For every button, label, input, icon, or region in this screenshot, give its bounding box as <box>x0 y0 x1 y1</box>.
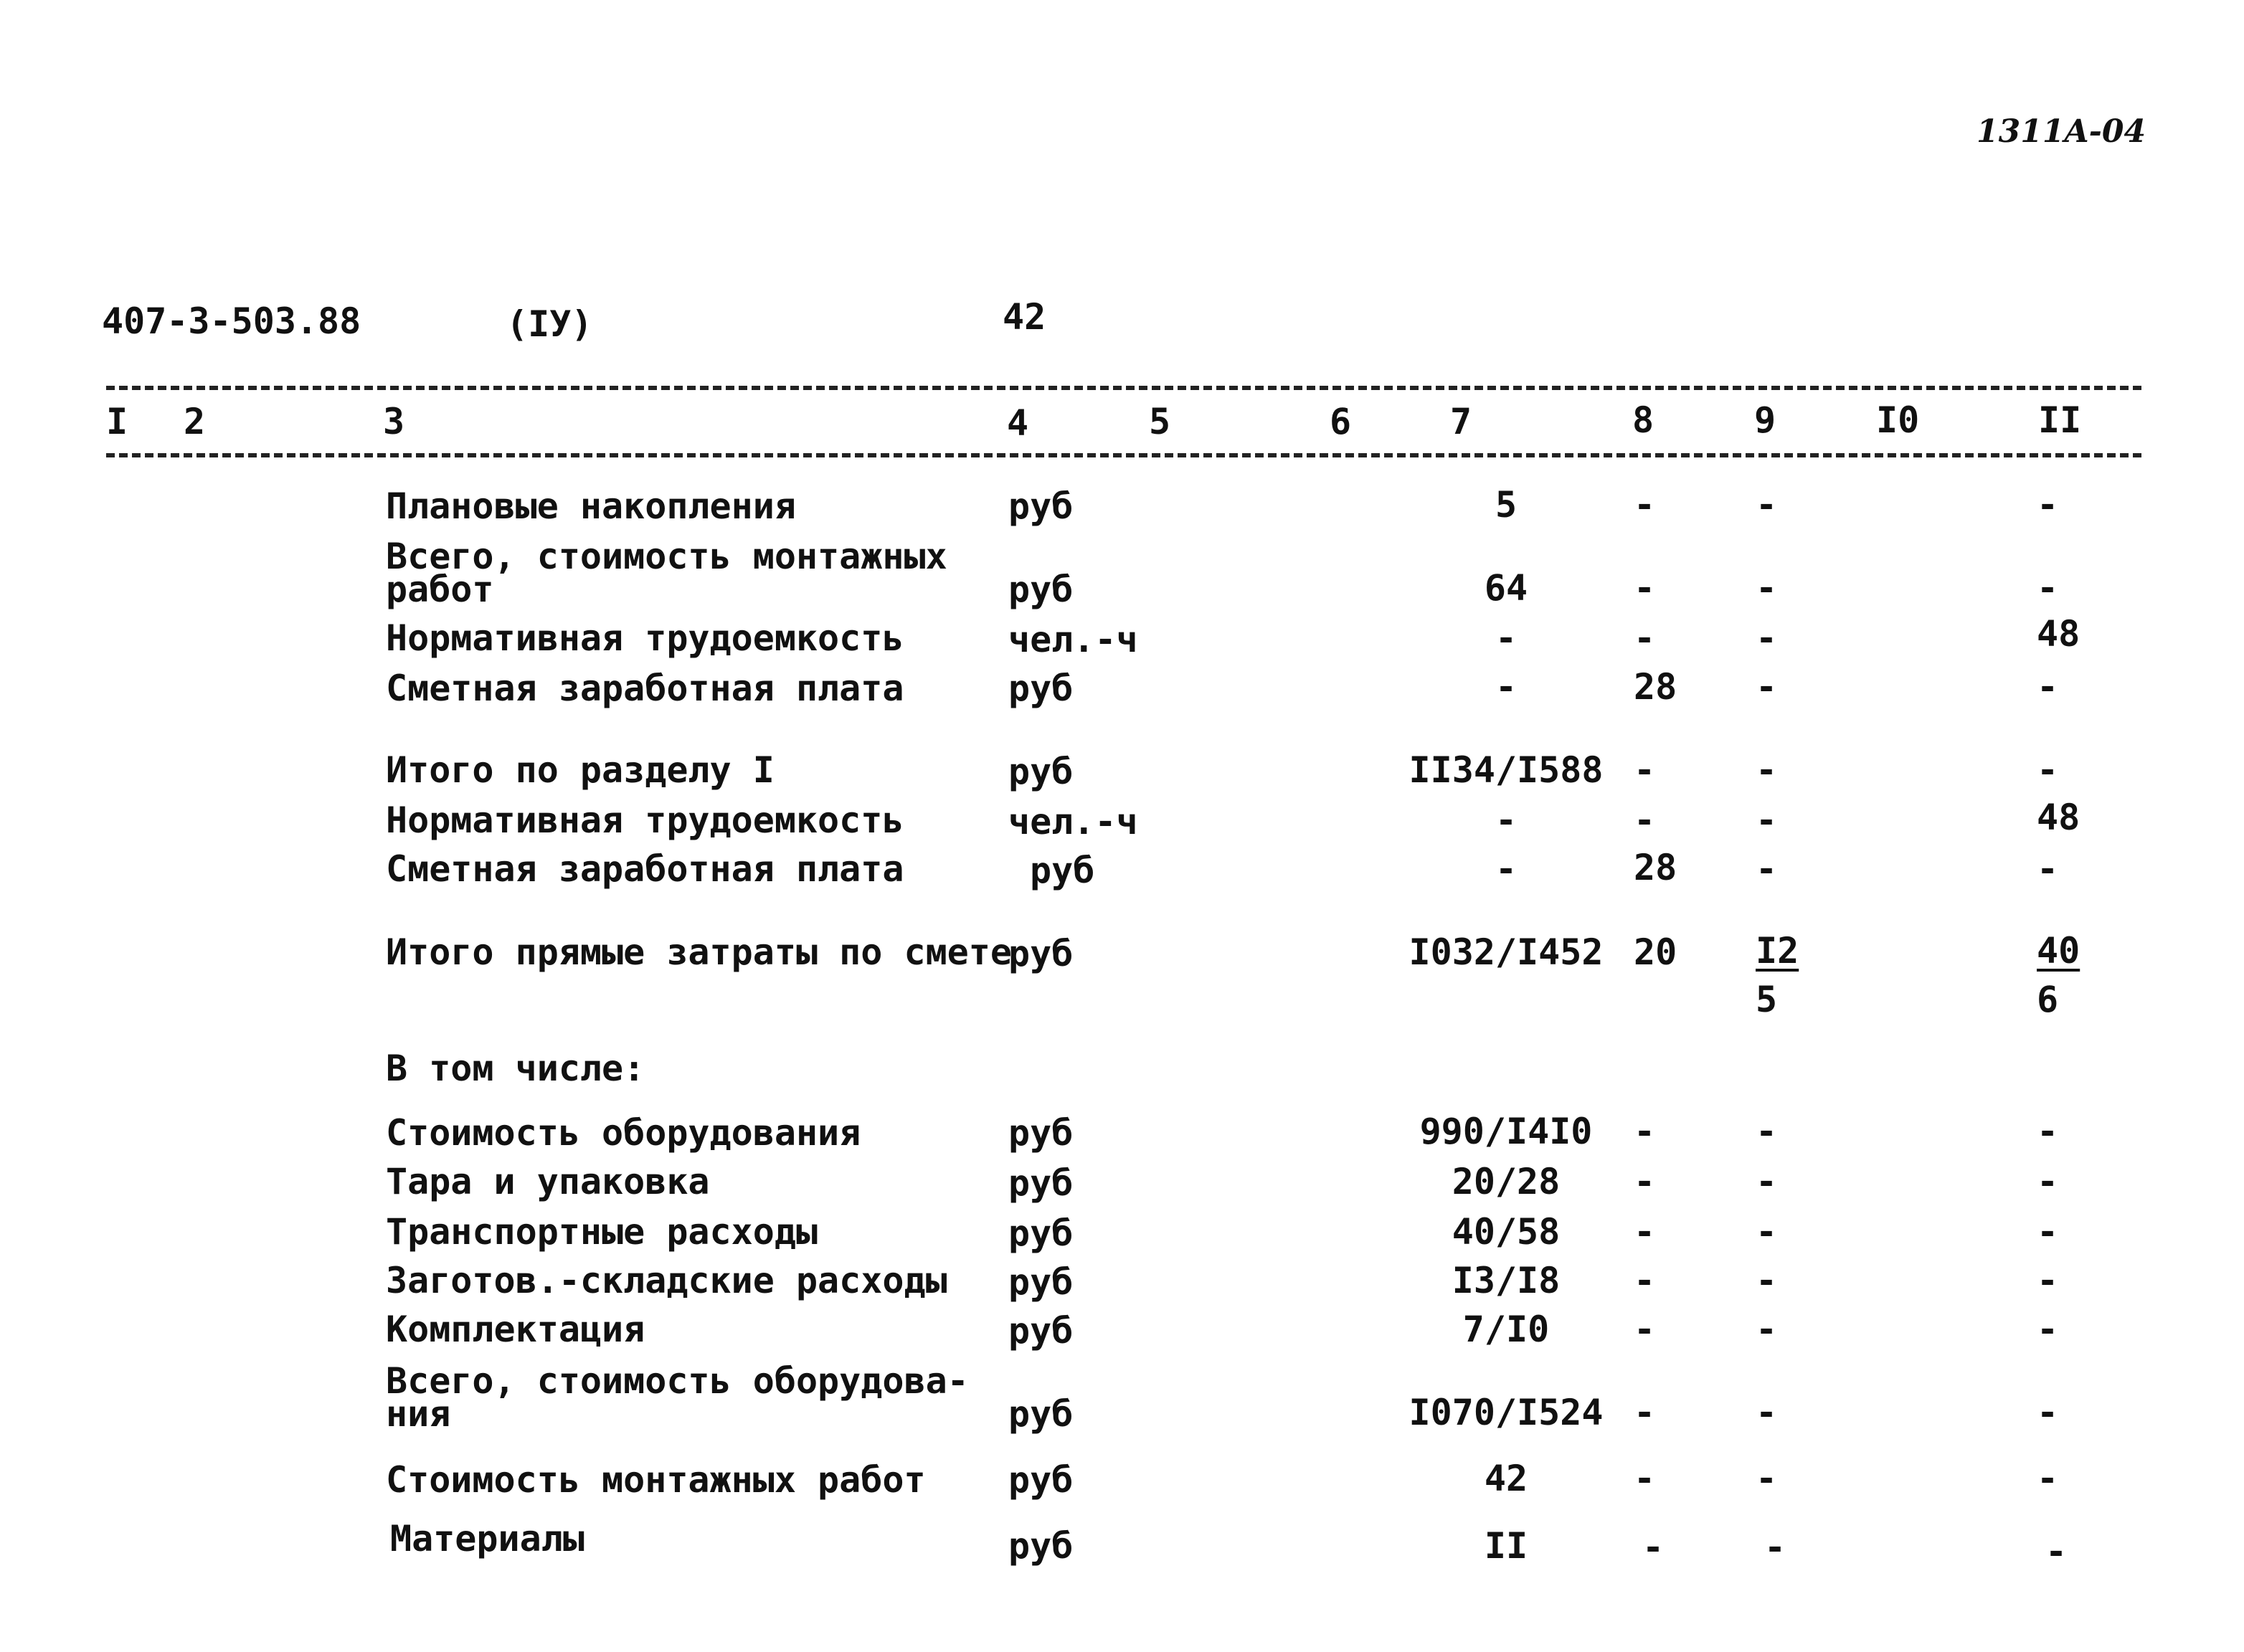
row-unit: руб <box>1008 1310 1074 1352</box>
section-label: В том числе: <box>386 1048 645 1089</box>
row-col8-value: 28 <box>1634 847 1677 888</box>
row-col11-value: 48 <box>2037 613 2080 655</box>
row-cost-value: 42 <box>1484 1458 1528 1499</box>
row-col11-value: - <box>2037 1161 2059 1202</box>
row-cost-value: I070/I524 <box>1409 1392 1604 1433</box>
row-item-name: Комплектация <box>386 1309 645 1350</box>
row-unit: руб <box>1008 668 1074 709</box>
row-col8-value: - <box>1642 1527 1665 1568</box>
column-number: 9 <box>1754 399 1776 441</box>
row-col11-denominator: 6 <box>2037 979 2059 1020</box>
row-col9-value: - <box>1756 749 1778 791</box>
row-col8-value: - <box>1634 1309 1656 1350</box>
row-cost-value: I032/I452 <box>1409 931 1604 973</box>
row-cost-value: 5 <box>1495 484 1518 526</box>
row-cost-value: II <box>1484 1525 1528 1567</box>
column-number: 5 <box>1149 401 1171 442</box>
row-col11-value: - <box>2037 666 2059 708</box>
row-col8-value: 28 <box>1634 666 1677 708</box>
row-item-name: Плановые накопления <box>386 485 796 527</box>
row-col11-value: - <box>2037 1458 2059 1499</box>
row-item-name: Сметная заработная плата <box>386 848 904 890</box>
row-col9-value: - <box>1756 1260 1778 1301</box>
row-col9-value: - <box>1756 848 1778 890</box>
column-number: 6 <box>1330 401 1352 442</box>
row-col11-value: - <box>2037 1111 2059 1152</box>
column-number: I <box>106 401 128 442</box>
row-col9-value: - <box>1756 617 1778 659</box>
row-item-name: Нормативная трудоемкость <box>386 617 904 659</box>
row-col11-value: - <box>2037 484 2059 526</box>
volume-number: (IУ) <box>506 303 593 345</box>
row-item-name: Транспортные расходы <box>386 1211 818 1253</box>
row-cost-value: 40/58 <box>1452 1211 1561 1253</box>
row-col11-value: - <box>2037 1211 2059 1253</box>
row-unit: руб <box>1008 1162 1074 1204</box>
row-item-name: Тара и упаковка <box>386 1161 710 1202</box>
row-unit: руб <box>1008 1112 1074 1154</box>
row-col9-value: - <box>1764 1527 1786 1568</box>
row-col11-value: - <box>2045 1531 2068 1572</box>
row-unit: руб <box>1008 1212 1074 1254</box>
row-item-name: Итого прямые затраты по смете <box>386 931 1012 973</box>
row-col9-value: - <box>1756 567 1778 609</box>
row-col8-value: - <box>1634 1458 1656 1499</box>
row-item-name: Всего, стоимость монтажных <box>386 536 947 577</box>
column-number: II <box>2038 399 2082 441</box>
row-unit: руб <box>1008 933 1074 974</box>
row-col8-value: - <box>1634 567 1656 609</box>
row-unit: чел.-ч <box>1008 801 1138 842</box>
row-col8-value: - <box>1634 617 1656 659</box>
column-number: 7 <box>1450 401 1472 442</box>
row-cost-value: 64 <box>1484 567 1528 609</box>
row-col11-value: - <box>2037 749 2059 791</box>
row-col9-denominator: 5 <box>1756 979 1778 1020</box>
row-item-name: Всего, стоимость оборудова- <box>386 1360 969 1402</box>
row-item-name: Нормативная трудоемкость <box>386 799 904 841</box>
row-unit: руб <box>1008 569 1074 610</box>
row-cost-value: - <box>1495 799 1518 841</box>
archive-stamp: 1311A-04 <box>1976 113 2146 150</box>
column-number: 3 <box>383 401 405 442</box>
row-cost-value: - <box>1495 848 1518 890</box>
row-unit: руб <box>1030 850 1095 891</box>
row-col9-value: - <box>1756 1392 1778 1433</box>
row-col9-numerator: I2 <box>1756 930 1799 972</box>
row-cost-value: - <box>1495 617 1518 659</box>
row-col8-value: - <box>1634 1111 1656 1152</box>
row-col11-value: - <box>2037 1392 2059 1433</box>
row-unit: чел.-ч <box>1008 619 1138 660</box>
row-unit: руб <box>1008 1393 1074 1435</box>
row-item-name: Стоимость оборудования <box>386 1112 861 1154</box>
row-col9-value: - <box>1756 1211 1778 1253</box>
row-col8-value: - <box>1634 1161 1656 1202</box>
row-unit: руб <box>1008 1459 1074 1501</box>
row-col11-value: - <box>2037 567 2059 609</box>
row-col8-value: - <box>1634 1392 1656 1433</box>
column-number: I0 <box>1876 399 1920 441</box>
header-bottom-rule <box>106 453 2141 457</box>
row-cost-value: 990/I4I0 <box>1419 1111 1593 1152</box>
row-col9-value: - <box>1756 1309 1778 1350</box>
row-item-name: Итого по разделу I <box>386 749 775 791</box>
row-unit: руб <box>1008 1525 1074 1567</box>
row-col8-value: - <box>1634 484 1656 526</box>
row-unit: руб <box>1008 1261 1074 1303</box>
row-item-name: Сметная заработная плата <box>386 668 904 709</box>
row-item-name-continued: работ <box>386 569 494 610</box>
row-col11-value: - <box>2037 1260 2059 1301</box>
row-col8-value: 20 <box>1634 931 1677 973</box>
column-number: 4 <box>1007 402 1029 444</box>
page-number: 42 <box>1003 296 1046 338</box>
row-unit: руб <box>1008 751 1074 792</box>
row-col11-numerator: 40 <box>2037 930 2080 972</box>
row-cost-value: I3/I8 <box>1452 1260 1561 1301</box>
row-col11-value: - <box>2037 1309 2059 1350</box>
row-item-name: Заготов.-складские расходы <box>386 1260 947 1301</box>
row-col9-value: - <box>1756 1111 1778 1152</box>
row-item-name: Материалы <box>390 1518 584 1560</box>
document-code: 407-3-503.88 <box>102 300 361 342</box>
row-col8-value: - <box>1634 1260 1656 1301</box>
row-col8-value: - <box>1634 749 1656 791</box>
row-col9-value: - <box>1756 666 1778 708</box>
row-cost-value: 20/28 <box>1452 1161 1561 1202</box>
row-col9-value: - <box>1756 484 1778 526</box>
row-cost-value: - <box>1495 666 1518 708</box>
column-number: 8 <box>1632 399 1654 441</box>
row-cost-value: 7/I0 <box>1462 1309 1550 1350</box>
column-number: 2 <box>184 401 206 442</box>
row-col8-value: - <box>1634 1211 1656 1253</box>
row-unit: руб <box>1008 485 1074 527</box>
row-col11-value: - <box>2037 848 2059 890</box>
row-cost-value: II34/I588 <box>1409 749 1604 791</box>
row-col9-value: - <box>1756 1458 1778 1499</box>
row-col11-value: 48 <box>2037 797 2080 838</box>
row-col9-value: - <box>1756 1161 1778 1202</box>
row-col9-value: - <box>1756 799 1778 841</box>
header-top-rule <box>106 386 2141 390</box>
row-col8-value: - <box>1634 799 1656 841</box>
row-item-name: Стоимость монтажных работ <box>386 1459 926 1501</box>
row-item-name-continued: ния <box>386 1393 451 1435</box>
